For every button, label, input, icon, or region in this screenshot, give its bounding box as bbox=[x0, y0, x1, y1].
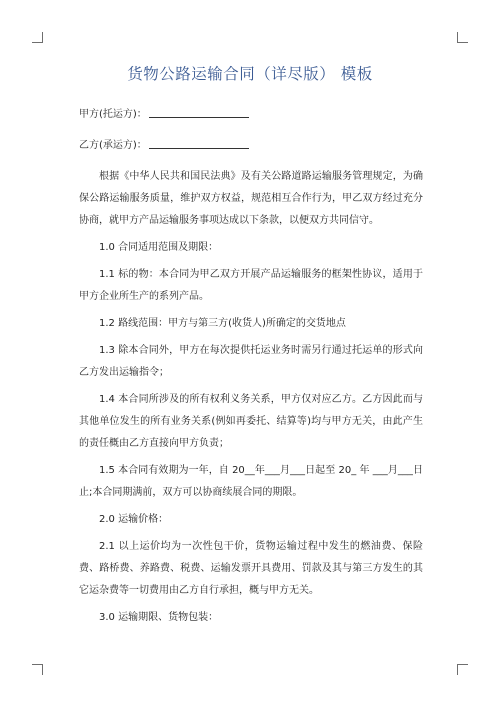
crop-mark-bottom-right bbox=[457, 664, 468, 675]
crop-mark-bottom-left bbox=[32, 664, 43, 675]
clause-2-1: 2.1 以上运价均为一次性包干价，货物运输过程中发生的燃油费、保险费、路桥费、养路费、税费、运输发票开具费用、罚款及其与第三方发生的其它运杂费等一切费用由乙方自行承担，概与甲方无关。 bbox=[79, 541, 423, 596]
clause-1-4: 1.4 本合同所涉及的所有权利义务关系，甲方仅对应乙方。乙方因此而与其他单位发生的所有业务关系(例如再委托、结算等)均与甲方无关，由此产生的责任概由乙方直接向甲方负责； bbox=[79, 394, 423, 449]
party-a-field bbox=[79, 104, 423, 126]
section-3-heading: 3.0 运输期限、货物包装： bbox=[99, 612, 219, 623]
section-1-heading: 1.0 合同适用范围及期限： bbox=[99, 242, 219, 253]
party-b-blank bbox=[149, 136, 249, 149]
party-b-field bbox=[79, 135, 423, 157]
section-2-heading: 2.0 运输价格： bbox=[99, 514, 169, 525]
clause-1-3: 1.3 除本合同外，甲方在每次提供托运业务时需另行通过托运单的形式向乙方发出运输指令； bbox=[79, 345, 423, 378]
clause-1-1: 1.1 标的物：本合同为甲乙双方开展产品运输服务的框架性协议，适用于甲方企业所生产的系列产品。 bbox=[79, 269, 423, 302]
document-body bbox=[79, 104, 423, 634]
party-b-label: 乙方(承运方)： bbox=[79, 140, 147, 151]
crop-mark-top-right bbox=[457, 32, 468, 43]
preamble-paragraph: 根据《中华人民共和国民法典》及有关公路道路运输服务管理规定，为确保公路运输服务质量，维护双方权益，规范相互合作行为，甲乙双方经过充分协商，就甲方产品运输服务事项达成以下条款，以便双方共同信守。 bbox=[79, 171, 423, 226]
document-title: 货物公路运输合同（详尽版） 模板 bbox=[127, 65, 373, 83]
party-a-blank bbox=[149, 105, 249, 118]
clause-1-2: 1.2 路线范围：甲方与第三方(收货人)所确定的交货地点 bbox=[99, 318, 346, 329]
party-a-label: 甲方(托运方)： bbox=[79, 109, 147, 120]
clause-1-5: 1.5 本合同有效期为一年，自 20__年___月___日起至 20_ 年 ___月___日止;本合同期满前，双方可以协商续展合同的期限。 bbox=[79, 465, 423, 498]
crop-mark-top-left bbox=[32, 32, 43, 43]
